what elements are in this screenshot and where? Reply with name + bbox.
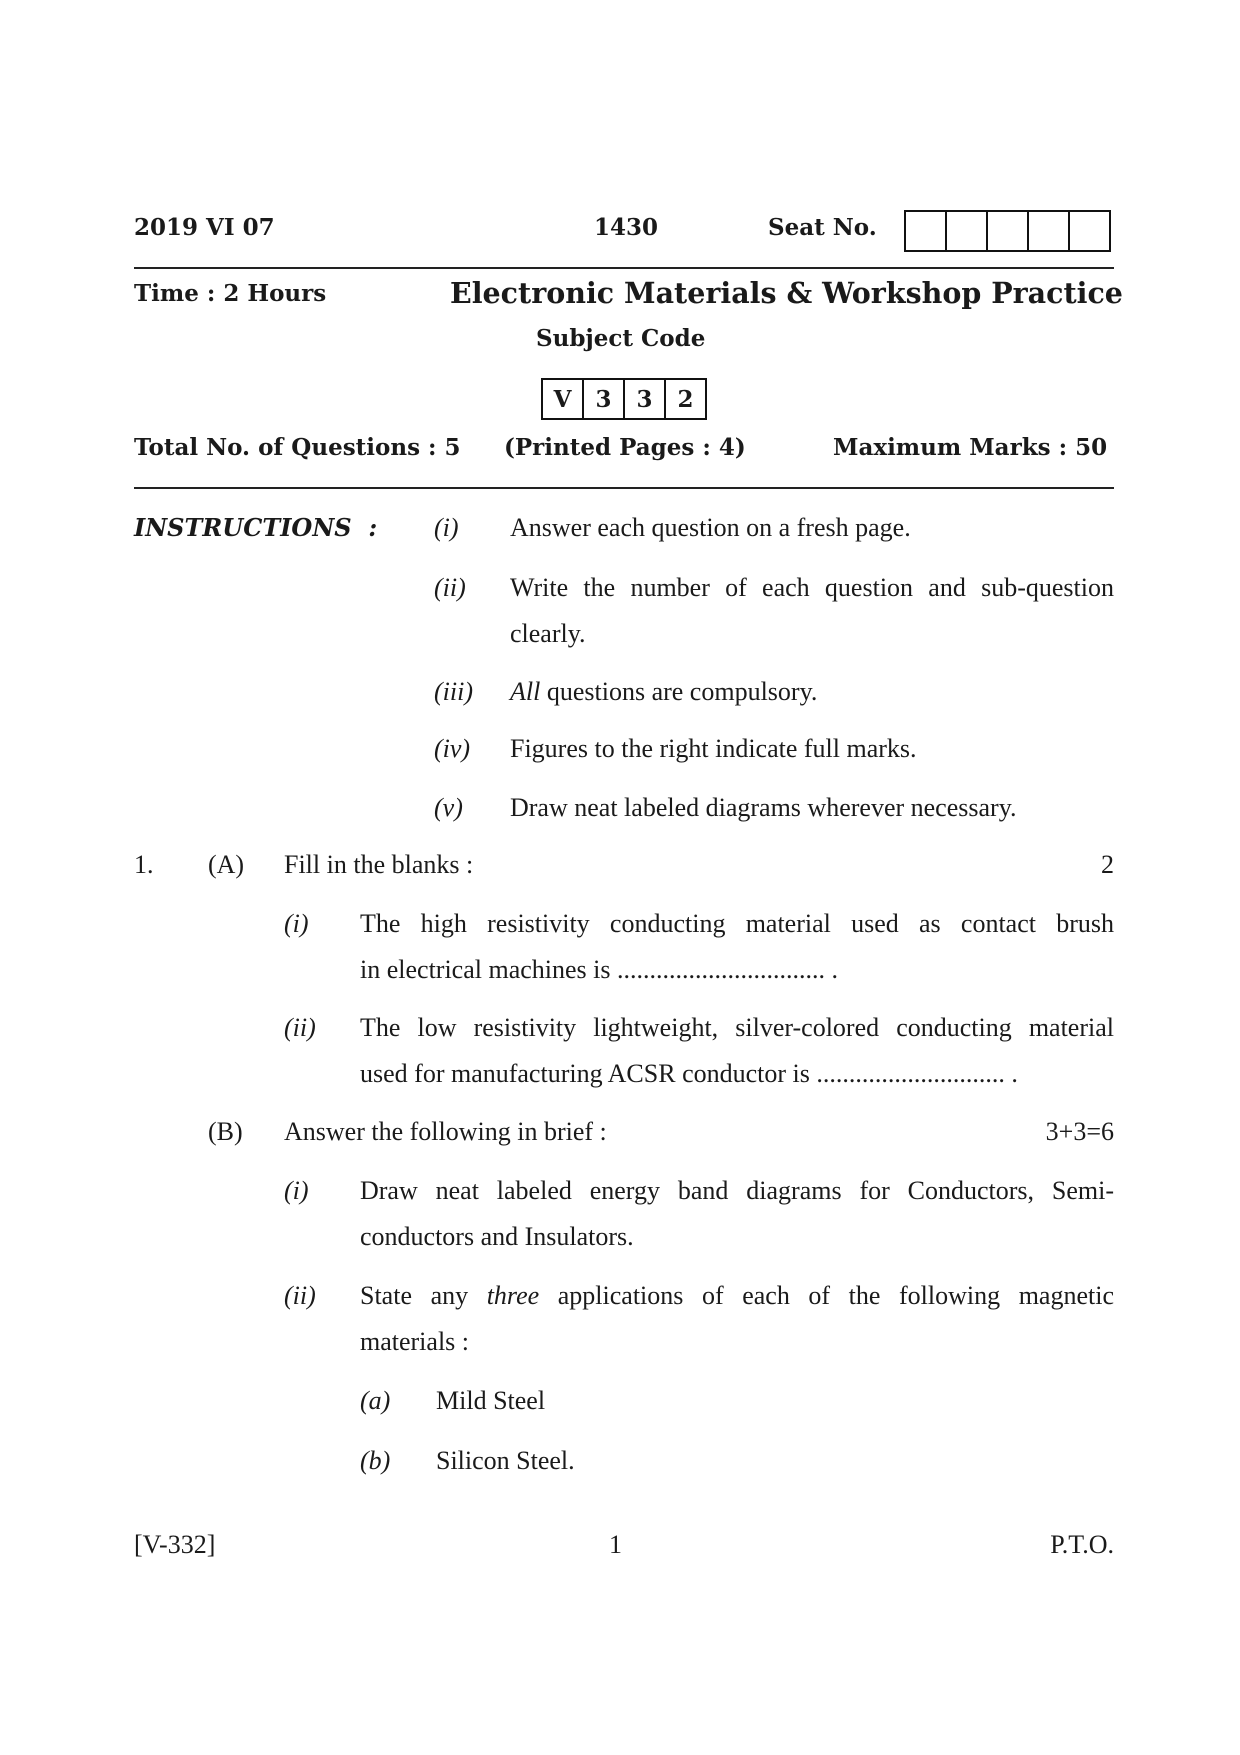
subject-title: Electronic Materials & Workshop Practice: [450, 276, 1123, 310]
sub-question-number: (ii): [284, 1013, 316, 1042]
seat-digit-box[interactable]: [947, 212, 988, 250]
sub-item-text: Mild Steel: [436, 1386, 546, 1415]
instruction-number: (v): [434, 793, 463, 822]
seat-digit-box[interactable]: [1029, 212, 1070, 250]
instruction-text: Write the number of each question and sub-question: [510, 573, 1114, 602]
sub-question-text: The high resistivity conducting material used as contact brush: [360, 909, 1114, 938]
sub-item-number: (b): [360, 1446, 391, 1475]
total-questions: Total No. of Questions : 5: [134, 434, 461, 461]
instructions-heading: INSTRUCTIONS :: [134, 513, 378, 542]
seat-number-boxes[interactable]: [904, 210, 1111, 252]
part-b-marks: 3+3=6: [1045, 1117, 1114, 1146]
sub-question-text-continued: materials :: [360, 1327, 470, 1356]
part-b-label: (B): [208, 1117, 243, 1146]
seat-number-label: Seat No.: [768, 214, 877, 241]
sub-question-text: State any three applications of each of the following magnetic: [360, 1281, 1114, 1310]
page-number: 1: [609, 1530, 622, 1559]
instruction-text: All questions are compulsory.: [510, 677, 818, 706]
instruction-text: Draw neat labeled diagrams wherever necessary.: [510, 793, 1017, 822]
instruction-text: Figures to the right indicate full marks.: [510, 734, 917, 763]
maximum-marks: Maximum Marks : 50: [833, 434, 1108, 461]
seat-digit-box[interactable]: [906, 212, 947, 250]
sub-item-text: Silicon Steel.: [436, 1446, 575, 1475]
sub-question-text: The low resistivity lightweight, silver-colored conducting material: [360, 1013, 1114, 1042]
part-a-label: (A): [208, 850, 245, 879]
subject-code-char: 3: [625, 380, 666, 418]
header-bottom-rule: [134, 487, 1114, 489]
question-number: 1.: [134, 850, 154, 879]
sub-question-text-continued: used for manufacturing ACSR conductor is ............................. .: [360, 1059, 1018, 1088]
sub-item-number: (a): [360, 1386, 391, 1415]
instruction-number: (i): [434, 513, 459, 542]
subject-code-label: Subject Code: [536, 325, 706, 352]
instruction-number: (iii): [434, 677, 473, 706]
sub-question-number: (i): [284, 1176, 309, 1205]
sub-question-text-continued: conductors and Insulators.: [360, 1222, 634, 1251]
exam-code: 2019 VI 07: [134, 214, 275, 241]
paper-number: 1430: [594, 214, 659, 241]
please-turn-over: P.T.O.: [1050, 1530, 1114, 1559]
instruction-number: (iv): [434, 734, 471, 763]
sub-question-text-continued: in electrical machines is ................................ .: [360, 955, 839, 984]
sub-question-text: Draw neat labeled energy band diagrams for Conductors, Semi-: [360, 1176, 1114, 1205]
header-rule: [134, 267, 1114, 269]
part-b-title: Answer the following in brief :: [284, 1117, 607, 1146]
footer-paper-code: [V-332]: [134, 1530, 216, 1559]
part-a-title: Fill in the blanks :: [284, 850, 474, 879]
instruction-text: Answer each question on a fresh page.: [510, 513, 911, 542]
seat-digit-box[interactable]: [1070, 212, 1109, 250]
printed-pages: (Printed Pages : 4): [504, 434, 746, 461]
seat-digit-box[interactable]: [988, 212, 1029, 250]
instruction-text-continued: clearly.: [510, 619, 586, 648]
part-a-marks: 2: [1101, 850, 1114, 879]
subject-code-char: 3: [584, 380, 625, 418]
subject-code-char: 2: [677, 385, 694, 413]
sub-question-number: (ii): [284, 1281, 316, 1310]
subject-code-char: V: [543, 380, 584, 418]
sub-question-number: (i): [284, 909, 309, 938]
instruction-number: (ii): [434, 573, 466, 602]
subject-code-boxes: [541, 378, 707, 420]
exam-time: Time : 2 Hours: [134, 280, 327, 307]
